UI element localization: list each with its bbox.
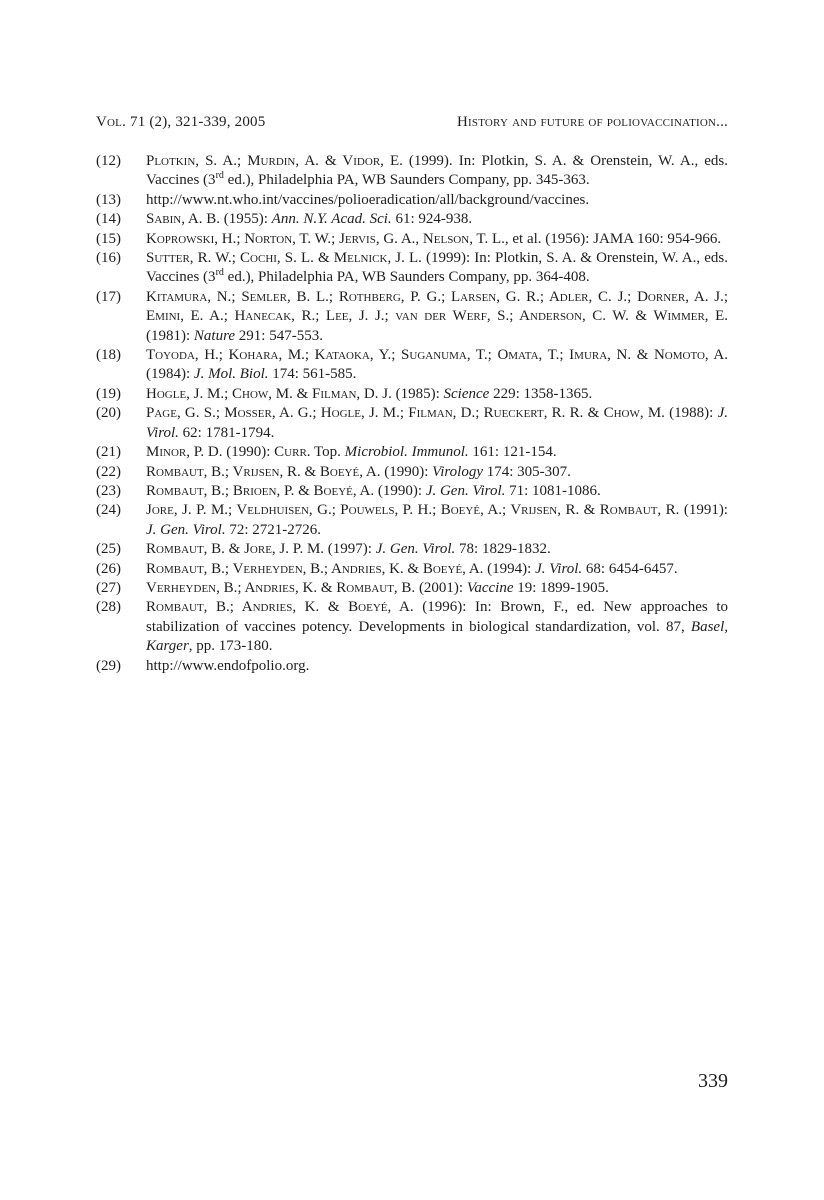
reference-text: , pp. 173-180. [188,638,273,655]
journal-title: Vaccine [466,579,514,596]
reference-item [96,501,728,540]
journal-title: Ann. N.Y. Acad. Sci. [271,211,392,228]
reference-item [96,210,728,229]
reference-authors: Curr. [274,444,311,461]
journal-title: Basel, Karger [146,618,728,655]
reference-number: (18) [96,347,121,364]
reference-authors: Rombaut, B.; Andries, K. & Boeyé, A. [146,599,414,616]
reference-item [96,346,728,385]
reference-text: http://www.endofpolio.org. [146,657,310,674]
reference-text: (1988): [664,405,718,422]
reference-text: 61: 924-938. [391,211,473,228]
reference-text: (1990): [380,463,433,480]
reference-item [96,230,728,249]
reference-text: (1996): In: Brown, F., ed. New approaches to stabilization of vaccines potency. Developments in biological standardization, vol. 87, [146,599,729,635]
journal-title: J. Gen. Virol. [375,541,456,558]
journal-title: J. Virol. [146,405,728,441]
reference-text: (1994): [483,560,536,577]
reference-text: (1999). In: Plotkin, S. A. & Orenstein, W. A., eds. Vaccines (3 [146,153,728,189]
journal-title: Virology [432,463,483,480]
reference-item [96,560,728,579]
journal-title: J. Virol. [535,560,583,577]
reference-number: (15) [96,230,121,247]
reference-item [96,540,728,559]
reference-authors: Verheyden, B.; Andries, K. & Rombaut, B. [146,579,416,596]
reference-authors: Jore, J. P. M.; Veldhuisen, G.; Pouwels, P. H.; Boeyé, A.; Vrijsen, R. & Rombaut, R. [146,502,680,519]
journal-title: Microbiol. Immunol. [344,444,469,461]
reference-text: , et al. (1956): JAMA 160: 954-966. [504,230,722,247]
reference-text: 71: 1081-1086. [505,482,601,499]
reference-text: (1991): [679,502,728,519]
reference-number: (27) [96,579,121,596]
reference-text: 68: 6454-6457. [582,560,678,577]
reference-number: (29) [96,657,121,674]
reference-number: (25) [96,541,121,558]
reference-text: Top. [310,444,345,461]
reference-text: 291: 547-553. [235,327,323,344]
journal-title: Science [443,385,490,402]
reference-authors: Sabin, A. B. [146,211,220,228]
reference-authors: Kitamura, N.; Semler, B. L.; Rothberg, P. G.; Larsen, G. R.; Adler, C. J.; Dorner, A. J.; Emini, E. A.; Hanecak, R.; Lee, J. J.; van der Werf, S.; Anderson, C. W. & Wimmer, E. [146,288,728,325]
reference-number: (24) [96,502,121,519]
reference-text: (1997): [324,541,376,558]
reference-number: (19) [96,385,121,402]
reference-item [96,249,728,288]
reference-number: (16) [96,250,121,267]
reference-number: (14) [96,211,121,228]
reference-item [96,385,728,404]
reference-authors: Koprowski, H.; Norton, T. W.; Jervis, G. A., Nelson, T. L. [146,230,505,247]
reference-authors: Sutter, R. W.; Cochi, S. L. & Melnick, J. L. [146,250,422,267]
journal-title: J. Mol. Biol. [193,366,269,383]
reference-text: 174: 305-307. [482,463,571,480]
reference-item [96,443,728,462]
reference-item [96,482,728,501]
reference-text: http://www.nt.who.int/vaccines/polioeradication/all/background/vaccines. [146,191,590,208]
reference-number: (21) [96,444,121,461]
reference-item [96,191,728,210]
reference-item [96,657,728,676]
reference-text: ed.), Philadelphia PA, WB Saunders Company, pp. 364-408. [223,269,590,286]
running-head-left: Vol. 71 (2), 321-339, 2005 [96,114,266,130]
reference-number: (26) [96,560,121,577]
journal-title: J. Gen. Virol. [146,521,226,538]
reference-text: 161: 121-154. [468,444,557,461]
reference-authors: Rombaut, B. & Jore, J. P. M. [146,541,325,558]
reference-number: (17) [96,288,121,305]
reference-item [96,463,728,482]
journal-title: Nature [193,327,236,344]
reference-item [96,579,728,598]
reference-text: 19: 1899-1905. [513,579,609,596]
reference-number: (22) [96,463,121,480]
reference-text: 229: 1358-1365. [489,385,593,402]
superscript: rd [215,267,224,279]
reference-authors: Rombaut, B.; Brioen, P. & Boeyé, A. [146,482,375,499]
reference-authors: Hogle, J. M.; Chow, M. & Filman, D. J. [146,385,392,402]
reference-text: ed.), Philadelphia PA, WB Saunders Company, pp. 345-363. [223,172,590,189]
reference-text: (1990): [374,482,426,499]
reference-number: (12) [96,153,121,169]
reference-authors: Plotkin, S. A.; Murdin, A. & Vidor, E. [146,153,403,169]
reference-text: (1990): [222,444,275,461]
reference-item [96,598,728,656]
reference-item [96,152,728,191]
reference-text: (1981): [146,327,194,344]
reference-text: (1999): In: Plotkin, S. A. & Orenstein, W. A., eds. Vaccines (3 [146,250,728,286]
reference-number: (20) [96,405,121,422]
reference-authors: Rombaut, B.; Verheyden, B.; Andries, K. & Boeyé, A. [146,560,484,577]
reference-item [96,404,728,443]
page-number: 339 [698,1070,728,1092]
running-head-right: History and future of poliovaccination... [456,114,728,130]
reference-number: (28) [96,599,121,616]
reference-authors: Toyoda, H.; Kohara, M.; Kataoka, Y.; Suganuma, T.; Omata, T.; Imura, N. & Nomoto, A. [146,347,728,364]
reference-authors: Rombaut, B.; Vrijsen, R. & Boeyé, A. [146,463,381,480]
reference-text: (1985): [391,385,444,402]
reference-text: 78: 1829-1832. [455,541,551,558]
reference-authors: Minor, P. D. [146,444,223,461]
reference-text: 174: 561-585. [268,366,357,383]
reference-text: 72: 2721-2726. [225,521,321,538]
reference-number: (13) [96,191,121,208]
reference-text: 62: 1781-1794. [178,424,275,441]
reference-item [96,288,728,346]
journal-title: J. Gen. Virol. [425,482,506,499]
reference-number: (23) [96,482,121,499]
reference-list [96,152,728,676]
reference-authors: Page, G. S.; Mosser, A. G.; Hogle, J. M.; Filman, D.; Rueckert, R. R. & Chow, M. [146,405,665,422]
reference-text: (1984): [146,366,194,383]
superscript: rd [215,170,224,182]
reference-text: (1955): [220,211,272,228]
reference-text: (2001): [415,579,467,596]
